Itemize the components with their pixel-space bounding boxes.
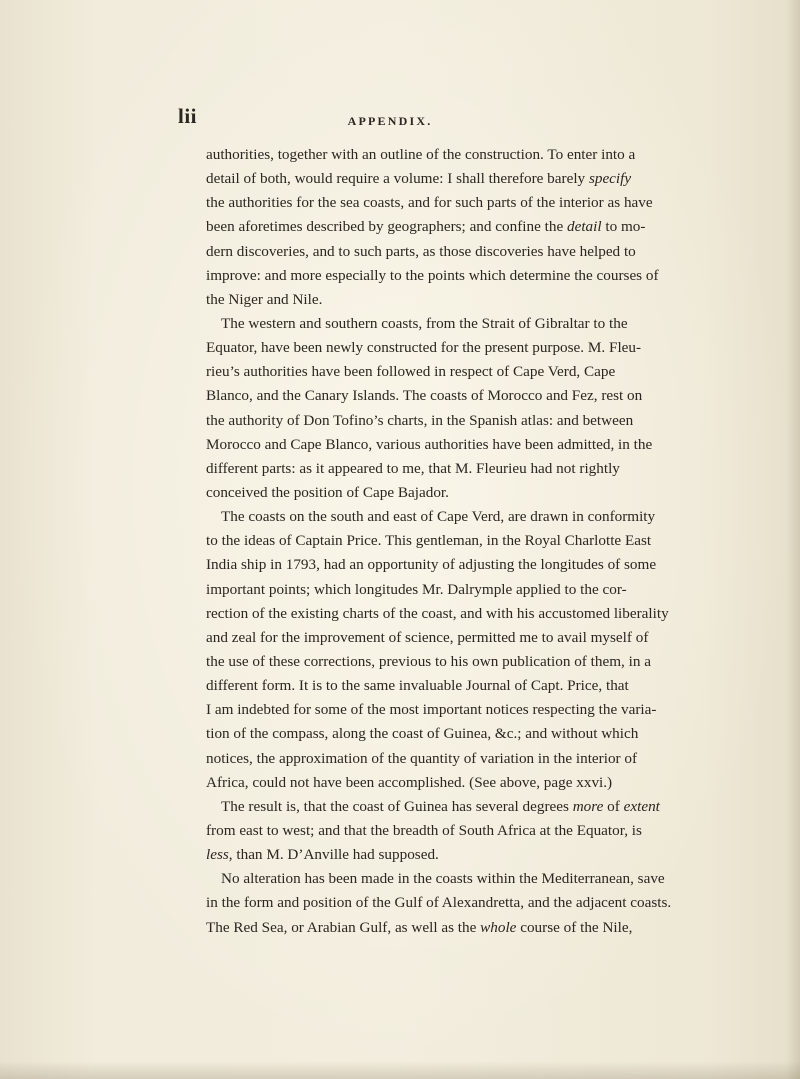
text-line <box>206 288 614 312</box>
text-run: specify <box>588 170 632 188</box>
text-run: The result is, that the coast of Guinea has several degrees <box>221 797 573 815</box>
text-line <box>206 143 636 167</box>
text-run: Morocco and Cape Blanco, various authorities have been admitted, in the <box>206 435 653 453</box>
text-run: , than M. D’Anville had supposed. <box>228 846 439 864</box>
text-run: rieu’s authorities have been followed in respect of Cape Verd, Cape <box>206 363 616 381</box>
text-line <box>206 529 652 553</box>
text-run: less <box>206 846 229 864</box>
text-run: notices, the approximation of the quantity of variation in the interior of <box>206 749 638 767</box>
text-run: detail of both, would require a volume: I shall therefore barely <box>206 170 589 188</box>
text-line <box>206 553 657 577</box>
text-line <box>206 626 649 650</box>
text-line <box>206 747 638 771</box>
page-bottom-shadow <box>0 1061 800 1079</box>
text-line <box>206 167 632 191</box>
text-run: extent <box>623 797 660 815</box>
text-line <box>206 722 639 746</box>
text-line <box>206 505 656 529</box>
text-run: to mo- <box>601 218 646 236</box>
text-line <box>206 891 672 915</box>
text-line <box>206 578 627 602</box>
text-line <box>206 264 659 288</box>
text-line <box>206 819 642 843</box>
text-run: No alteration has been made in the coasts within the Mediterranean, save <box>221 870 665 888</box>
page-number: lii <box>178 104 198 128</box>
text-line <box>206 312 628 336</box>
text-run: tion of the compass, along the coast of Guinea, &c.; and without which <box>206 725 639 743</box>
text-line <box>206 481 614 505</box>
text-run: and zeal for the improvement of science, permitted me to avail myself of <box>206 628 649 646</box>
body-text <box>206 143 672 940</box>
text-run: been aforetimes described by geographers; and confine the <box>206 218 567 236</box>
text-run: course of the Nile, <box>516 918 633 936</box>
text-run: Equator, have been newly constructed for the present purpose. M. Fleu- <box>206 339 642 357</box>
text-run: important points; which longitudes Mr. Dalrymple applied to the cor- <box>206 580 627 598</box>
text-line <box>206 457 620 481</box>
text-run: dern discoveries, and to such parts, as those discoveries have helped to <box>206 242 636 260</box>
text-run: rection of the existing charts of the coast, and with his accustomed liberality <box>206 604 669 622</box>
text-line <box>206 698 657 722</box>
text-run: authorities, together with an outline of the construction. To enter into a <box>206 146 636 163</box>
text-run: Africa, could not have been accomplished. (See above, page xxvi.) <box>206 773 613 791</box>
text-run: more <box>572 797 604 815</box>
text-line <box>206 336 642 360</box>
text-line <box>206 650 651 674</box>
text-run: Blanco, and the Canary Islands. The coasts of Morocco and Fez, rest on <box>206 387 643 405</box>
page-header <box>178 104 602 130</box>
text-run: conceived the position of Cape Bajador. <box>206 483 449 501</box>
text-line <box>206 674 629 698</box>
text-line <box>206 916 633 940</box>
text-run: different parts: as it appeared to me, that M. Fleurieu had not rightly <box>206 459 620 477</box>
running-head: APPENDIX. <box>347 114 433 128</box>
text-line <box>206 433 653 457</box>
text-line <box>206 215 646 239</box>
text-line <box>206 843 614 867</box>
text-run: to the ideas of Captain Price. This gentleman, in the Royal Charlotte East <box>206 532 652 550</box>
text-run: improve: and more especially to the points which determine the courses of <box>206 266 659 284</box>
text-line <box>206 795 660 819</box>
text-run: whole <box>480 918 517 936</box>
text-run: different form. It is to the same invaluable Journal of Capt. Price, that <box>206 677 629 695</box>
text-run: India ship in 1793, had an opportunity of adjusting the longitudes of some <box>206 556 657 574</box>
text-run: from east to west; and that the breadth of South Africa at the Equator, is <box>206 821 642 839</box>
text-run: in the form and position of the Gulf of Alexandretta, and the adjacent coasts. <box>206 894 672 912</box>
text-run: The coasts on the south and east of Cape Verd, are drawn in conformity <box>221 508 656 526</box>
text-run: of <box>603 797 624 815</box>
text-line <box>206 867 665 891</box>
text-line <box>206 360 614 384</box>
text-run: the Niger and Nile. <box>206 290 323 308</box>
text-run: detail <box>566 218 602 236</box>
text-run: The western and southern coasts, from the Strait of Gibraltar to the <box>221 314 628 332</box>
text-line <box>206 602 669 626</box>
text-run: the authority of Don Tofino’s charts, in the Spanish atlas: and between <box>206 411 634 429</box>
text-run: I am indebted for some of the most important notices respecting the varia- <box>206 701 657 719</box>
text-run: the use of these corrections, previous to his own publication of them, in a <box>206 652 651 670</box>
text-run: The Red Sea, or Arabian Gulf, as well as the <box>206 918 481 936</box>
text-line <box>206 409 634 433</box>
text-line <box>206 771 614 795</box>
text-line <box>206 191 653 215</box>
page-edge-shadow <box>786 0 800 1079</box>
text-run: the authorities for the sea coasts, and for such parts of the interior as have <box>206 194 653 212</box>
text-line <box>206 240 636 264</box>
text-line <box>206 384 643 408</box>
